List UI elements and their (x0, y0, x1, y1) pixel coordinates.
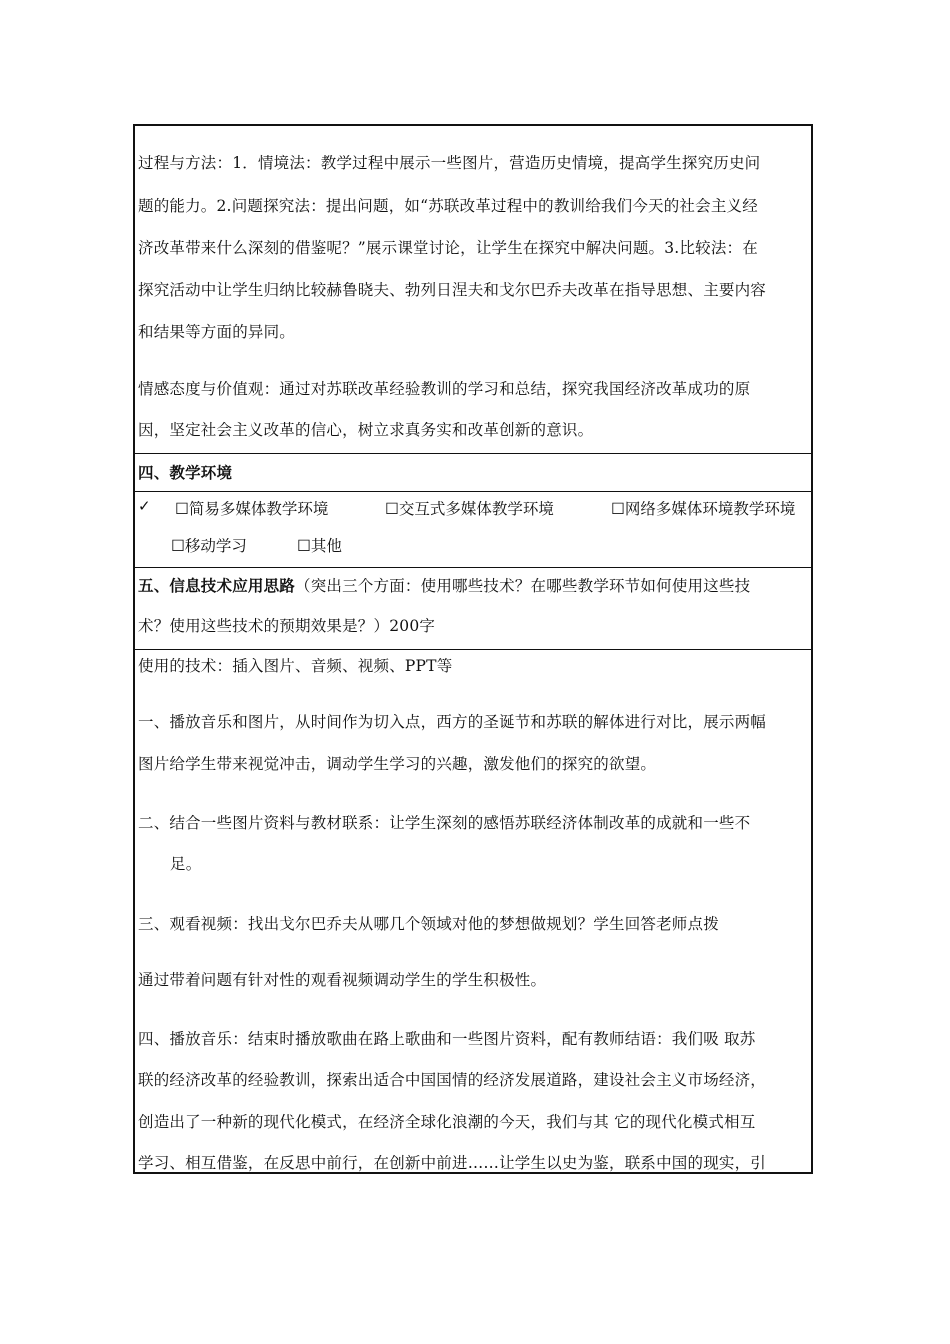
option-other[interactable]: ☐其他 (297, 537, 342, 555)
environment-options-row (135, 492, 811, 568)
emotion-line-1: 情感态度与价值观：通过对苏联改革经验教训的学习和总结，探究我国经济改革成功的原 (138, 380, 751, 398)
process-line-4: 探究活动中让学生归纳比较赫鲁晓夫、勃列日涅夫和戈尔巴乔夫改革在指导思想、主要内容 (138, 281, 767, 299)
option-network-multimedia[interactable]: ☐网络多媒体环境教学环境 (611, 500, 796, 518)
section5-heading-note: （突出三个方面：使用哪些技术？在哪些教学环节如何使用这些技 (295, 577, 751, 595)
section5-heading-line-2: 术？使用这些技术的预期效果是？）200字 (138, 617, 436, 635)
section5-body-row (135, 650, 811, 1176)
option-simple-multimedia[interactable]: ☐简易多媒体教学环境 (175, 500, 329, 518)
section5-heading-line-1 (138, 574, 750, 596)
check-icon: ✓ (138, 497, 151, 515)
tech-line: 使用的技术：插入图片、音频、视频、PPT等 (138, 657, 453, 675)
goals-row (135, 126, 811, 454)
process-line-5: 和结果等方面的异同。 (138, 323, 296, 341)
section4-heading-row (135, 454, 811, 492)
p1-line-2: 图片给学生带来视觉冲击，调动学生学习的兴趣，激发他们的探究的欲望。 (138, 755, 657, 773)
option-mobile-learning[interactable]: ☐移动学习 (171, 537, 247, 555)
lesson-plan-table (133, 124, 813, 1174)
emotion-line-2: 因，坚定社会主义改革的信心，树立求真务实和改革创新的意识。 (138, 421, 594, 439)
p3-line-2: 通过带着问题有针对性的观看视频调动学生的学生积极性。 (138, 971, 547, 989)
process-line-2: 题的能力。2.问题探究法：提出问题，如“苏联改革过程中的教训给我们今天的社会主义经 (138, 197, 758, 215)
p4-line-1: 四、播放音乐：结束时播放歌曲在路上歌曲和一些图片资料，配有教师结语：我们吸 取苏 (138, 1030, 756, 1048)
p2-line-2: 足。 (170, 855, 202, 873)
option-interactive-multimedia[interactable]: ☐交互式多媒体教学环境 (385, 500, 554, 518)
p3-line-1: 三、观看视频：找出戈尔巴乔夫从哪几个领域对他的梦想做规划？学生回答老师点拨 (138, 915, 719, 933)
p1-line-1: 一、播放音乐和图片，从时间作为切入点，西方的圣诞节和苏联的解体进行对比，展示两幅 (138, 713, 767, 731)
section4-heading: 四、教学环境 (138, 463, 233, 482)
p4-line-3: 创造出了一种新的现代化模式，在经济全球化浪潮的今天，我们与其 它的现代化模式相互 (138, 1113, 756, 1131)
process-line-3: 济改革带来什么深刻的借鉴呢？”展示课堂讨论，让学生在探究中解决问题。3.比较法：在 (138, 239, 758, 257)
p4-line-2: 联的经济改革的经验教训，探索出适合中国国情的经济发展道路，建设社会主义市场经济， (138, 1071, 767, 1089)
section5-heading-row (135, 568, 811, 650)
process-line-1: 过程与方法：1．情境法：教学过程中展示一些图片，营造历史情境，提高学生探究历史问 (138, 154, 761, 172)
p4-line-4: 学习、相互借鉴，在反思中前行，在创新中前进……让学生以史为鉴，联系中国的现实，引 (138, 1154, 767, 1172)
p2-line-1: 二、结合一些图片资料与教材联系：让学生深刻的感悟苏联经济体制改革的成就和一些不 (138, 814, 751, 832)
section5-heading: 五、信息技术应用思路 (138, 576, 296, 595)
